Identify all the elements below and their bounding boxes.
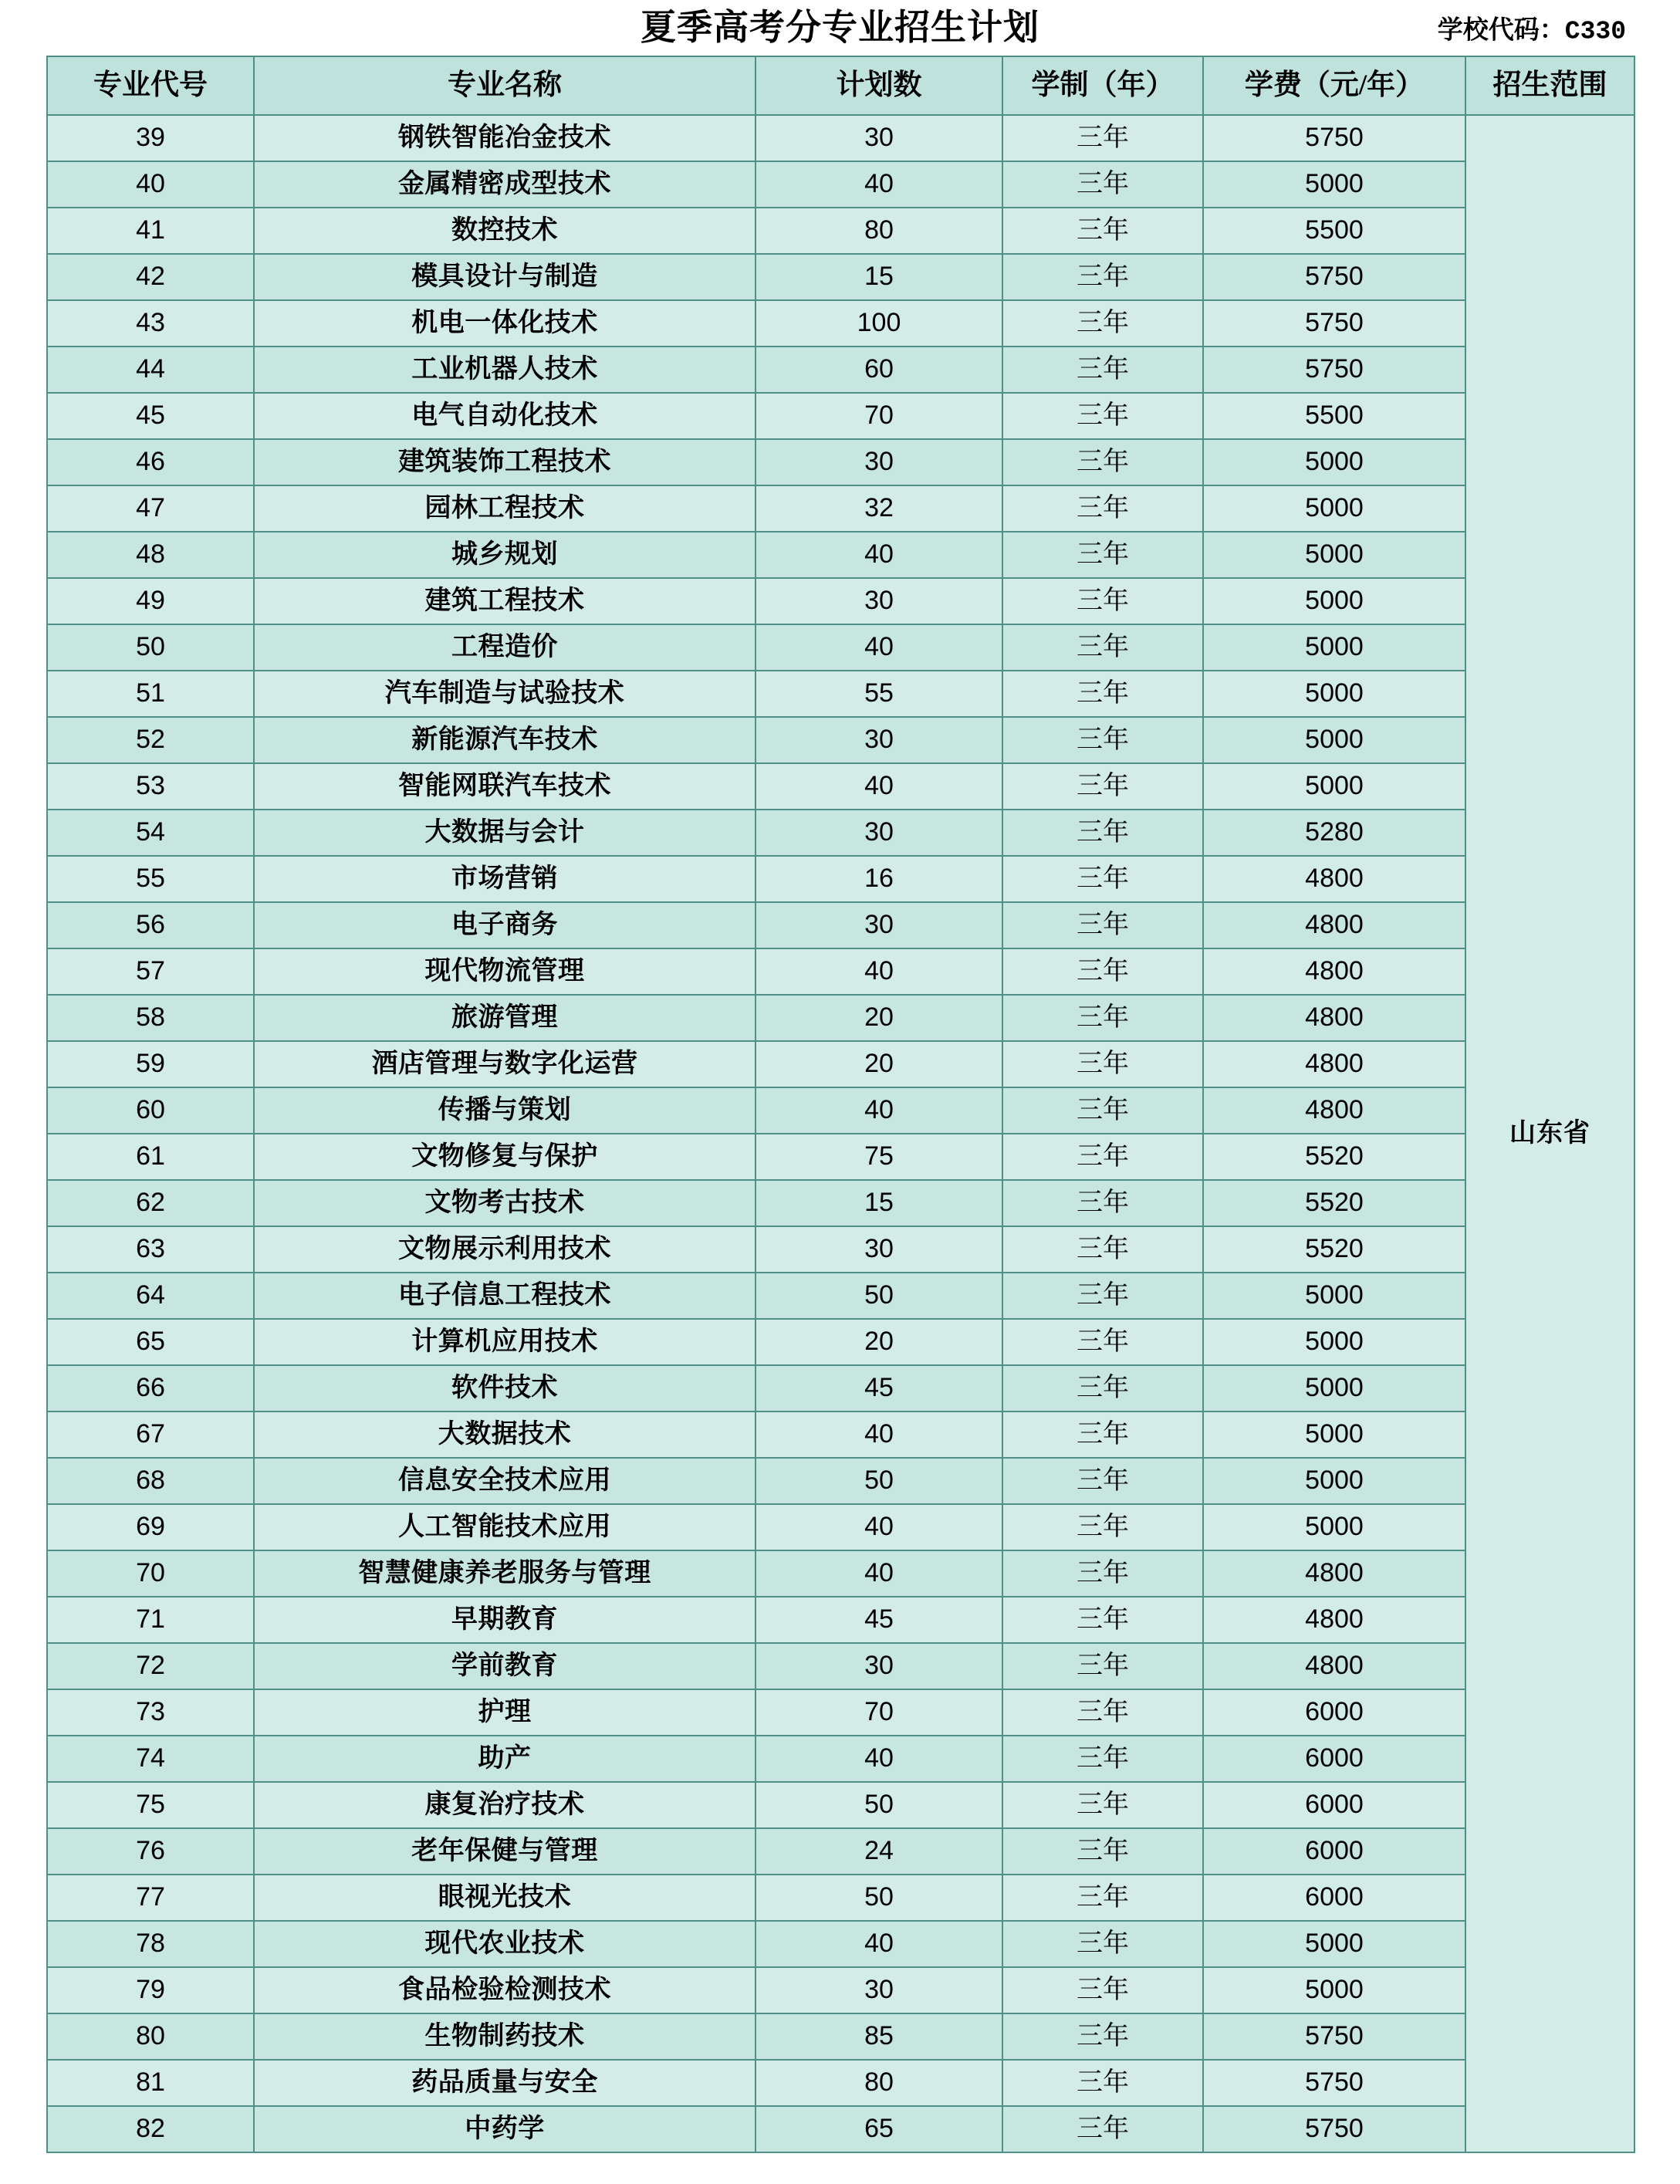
cell-major-name: 康复治疗技术 xyxy=(254,1782,755,1828)
cell-tuition-fee: 5000 xyxy=(1203,1458,1465,1504)
table-row xyxy=(47,810,1634,856)
cell-tuition-fee: 4800 xyxy=(1203,1041,1465,1087)
table-row xyxy=(47,902,1634,948)
cell-study-years: 三年 xyxy=(1002,1365,1203,1411)
cell-tuition-fee: 5500 xyxy=(1203,393,1465,439)
cell-study-years: 三年 xyxy=(1002,2060,1203,2106)
cell-major-name: 工程造价 xyxy=(254,624,755,671)
cell-tuition-fee: 5520 xyxy=(1203,1226,1465,1273)
cell-study-years: 三年 xyxy=(1002,161,1203,208)
cell-major-code: 82 xyxy=(47,2106,254,2152)
cell-major-code: 73 xyxy=(47,1689,254,1736)
cell-plan-count: 15 xyxy=(755,254,1002,300)
table-row xyxy=(47,1041,1634,1087)
cell-major-name: 建筑工程技术 xyxy=(254,578,755,624)
cell-major-code: 65 xyxy=(47,1319,254,1365)
cell-tuition-fee: 6000 xyxy=(1203,1828,1465,1875)
cell-major-name: 大数据与会计 xyxy=(254,810,755,856)
cell-study-years: 三年 xyxy=(1002,1226,1203,1273)
table-row xyxy=(47,115,1634,161)
cell-major-name: 文物考古技术 xyxy=(254,1180,755,1226)
cell-plan-count: 40 xyxy=(755,948,1002,995)
table-header xyxy=(47,56,1634,115)
cell-tuition-fee: 5750 xyxy=(1203,2060,1465,2106)
cell-major-code: 81 xyxy=(47,2060,254,2106)
cell-tuition-fee: 5000 xyxy=(1203,532,1465,578)
table-body xyxy=(47,115,1634,2152)
table-row xyxy=(47,532,1634,578)
cell-major-name: 钢铁智能冶金技术 xyxy=(254,115,755,161)
cell-plan-count: 30 xyxy=(755,578,1002,624)
cell-tuition-fee: 4800 xyxy=(1203,856,1465,902)
cell-plan-count: 40 xyxy=(755,624,1002,671)
cell-plan-count: 40 xyxy=(755,763,1002,810)
cell-study-years: 三年 xyxy=(1002,856,1203,902)
cell-major-code: 63 xyxy=(47,1226,254,1273)
cell-tuition-fee: 6000 xyxy=(1203,1736,1465,1782)
cell-tuition-fee: 4800 xyxy=(1203,1643,1465,1689)
cell-major-name: 计算机应用技术 xyxy=(254,1319,755,1365)
table-row xyxy=(47,1411,1634,1458)
cell-study-years: 三年 xyxy=(1002,948,1203,995)
cell-major-name: 护理 xyxy=(254,1689,755,1736)
cell-major-name: 文物展示利用技术 xyxy=(254,1226,755,1273)
cell-tuition-fee: 5000 xyxy=(1203,1967,1465,2013)
cell-tuition-fee: 5000 xyxy=(1203,717,1465,763)
table-row xyxy=(47,671,1634,717)
cell-study-years: 三年 xyxy=(1002,763,1203,810)
table-row xyxy=(47,254,1634,300)
cell-study-years: 三年 xyxy=(1002,1319,1203,1365)
cell-tuition-fee: 5750 xyxy=(1203,2013,1465,2060)
table-row xyxy=(47,1736,1634,1782)
cell-major-name: 学前教育 xyxy=(254,1643,755,1689)
cell-tuition-fee: 5000 xyxy=(1203,1273,1465,1319)
cell-tuition-fee: 4800 xyxy=(1203,1597,1465,1643)
cell-study-years: 三年 xyxy=(1002,671,1203,717)
cell-plan-count: 100 xyxy=(755,300,1002,347)
column-header-plan: 计划数 xyxy=(755,56,1002,115)
cell-major-name: 金属精密成型技术 xyxy=(254,161,755,208)
table-row xyxy=(47,2106,1634,2152)
cell-tuition-fee: 5750 xyxy=(1203,254,1465,300)
cell-major-code: 74 xyxy=(47,1736,254,1782)
cell-major-code: 42 xyxy=(47,254,254,300)
cell-major-code: 40 xyxy=(47,161,254,208)
cell-major-name: 汽车制造与试验技术 xyxy=(254,671,755,717)
cell-plan-count: 45 xyxy=(755,1597,1002,1643)
column-header-code: 专业代号 xyxy=(47,56,254,115)
table-row xyxy=(47,1226,1634,1273)
cell-major-name: 药品质量与安全 xyxy=(254,2060,755,2106)
table-row xyxy=(47,717,1634,763)
cell-plan-count: 80 xyxy=(755,208,1002,254)
cell-major-code: 41 xyxy=(47,208,254,254)
cell-admission-region: 山东省 xyxy=(1465,115,1634,2152)
cell-study-years: 三年 xyxy=(1002,1087,1203,1134)
table-row xyxy=(47,1689,1634,1736)
table-row xyxy=(47,2013,1634,2060)
cell-study-years: 三年 xyxy=(1002,115,1203,161)
cell-major-name: 现代农业技术 xyxy=(254,1921,755,1967)
cell-plan-count: 32 xyxy=(755,485,1002,532)
table-row xyxy=(47,763,1634,810)
cell-major-code: 52 xyxy=(47,717,254,763)
cell-tuition-fee: 5500 xyxy=(1203,208,1465,254)
school-code-value: C330 xyxy=(1564,17,1626,46)
table-row xyxy=(47,439,1634,485)
column-header-fee: 学费（元/年） xyxy=(1203,56,1465,115)
cell-tuition-fee: 4800 xyxy=(1203,902,1465,948)
cell-major-code: 48 xyxy=(47,532,254,578)
table-row xyxy=(47,1365,1634,1411)
table-row xyxy=(47,1875,1634,1921)
cell-major-name: 建筑装饰工程技术 xyxy=(254,439,755,485)
cell-plan-count: 40 xyxy=(755,1411,1002,1458)
cell-major-name: 智能网联汽车技术 xyxy=(254,763,755,810)
cell-study-years: 三年 xyxy=(1002,1504,1203,1550)
table-row xyxy=(47,1504,1634,1550)
cell-tuition-fee: 5000 xyxy=(1203,1504,1465,1550)
cell-major-name: 电子信息工程技术 xyxy=(254,1273,755,1319)
cell-study-years: 三年 xyxy=(1002,393,1203,439)
cell-major-name: 老年保健与管理 xyxy=(254,1828,755,1875)
cell-tuition-fee: 5000 xyxy=(1203,671,1465,717)
table-row xyxy=(47,2060,1634,2106)
cell-plan-count: 20 xyxy=(755,995,1002,1041)
cell-study-years: 三年 xyxy=(1002,995,1203,1041)
cell-tuition-fee: 5000 xyxy=(1203,1411,1465,1458)
cell-major-name: 大数据技术 xyxy=(254,1411,755,1458)
cell-study-years: 三年 xyxy=(1002,2013,1203,2060)
cell-tuition-fee: 4800 xyxy=(1203,948,1465,995)
cell-major-code: 71 xyxy=(47,1597,254,1643)
cell-tuition-fee: 5520 xyxy=(1203,1180,1465,1226)
cell-study-years: 三年 xyxy=(1002,485,1203,532)
table-row xyxy=(47,300,1634,347)
table-row xyxy=(47,1597,1634,1643)
cell-major-name: 助产 xyxy=(254,1736,755,1782)
cell-major-code: 61 xyxy=(47,1134,254,1180)
cell-study-years: 三年 xyxy=(1002,532,1203,578)
cell-major-name: 城乡规划 xyxy=(254,532,755,578)
cell-plan-count: 30 xyxy=(755,1967,1002,2013)
cell-plan-count: 30 xyxy=(755,810,1002,856)
cell-tuition-fee: 5000 xyxy=(1203,624,1465,671)
cell-plan-count: 16 xyxy=(755,856,1002,902)
table-row xyxy=(47,1643,1634,1689)
cell-plan-count: 40 xyxy=(755,1087,1002,1134)
cell-tuition-fee: 5520 xyxy=(1203,1134,1465,1180)
cell-major-name: 市场营销 xyxy=(254,856,755,902)
cell-plan-count: 80 xyxy=(755,2060,1002,2106)
cell-study-years: 三年 xyxy=(1002,439,1203,485)
cell-major-name: 数控技术 xyxy=(254,208,755,254)
cell-tuition-fee: 5280 xyxy=(1203,810,1465,856)
table-row xyxy=(47,995,1634,1041)
cell-plan-count: 20 xyxy=(755,1319,1002,1365)
cell-major-name: 人工智能技术应用 xyxy=(254,1504,755,1550)
cell-major-name: 电子商务 xyxy=(254,902,755,948)
cell-tuition-fee: 5000 xyxy=(1203,763,1465,810)
table-header-row xyxy=(47,56,1634,115)
cell-plan-count: 65 xyxy=(755,2106,1002,2152)
cell-major-name: 旅游管理 xyxy=(254,995,755,1041)
column-header-years: 学制（年） xyxy=(1002,56,1203,115)
table-row xyxy=(47,208,1634,254)
cell-study-years: 三年 xyxy=(1002,347,1203,393)
cell-plan-count: 30 xyxy=(755,1643,1002,1689)
cell-study-years: 三年 xyxy=(1002,1736,1203,1782)
cell-major-name: 酒店管理与数字化运营 xyxy=(254,1041,755,1087)
cell-major-code: 56 xyxy=(47,902,254,948)
cell-study-years: 三年 xyxy=(1002,1411,1203,1458)
cell-plan-count: 30 xyxy=(755,902,1002,948)
cell-major-code: 49 xyxy=(47,578,254,624)
cell-plan-count: 40 xyxy=(755,1504,1002,1550)
cell-study-years: 三年 xyxy=(1002,2106,1203,2152)
cell-tuition-fee: 5750 xyxy=(1203,300,1465,347)
table-row xyxy=(47,1782,1634,1828)
cell-major-name: 生物制药技术 xyxy=(254,2013,755,2060)
cell-major-name: 智慧健康养老服务与管理 xyxy=(254,1550,755,1597)
cell-study-years: 三年 xyxy=(1002,902,1203,948)
table-row xyxy=(47,1273,1634,1319)
cell-major-code: 77 xyxy=(47,1875,254,1921)
cell-study-years: 三年 xyxy=(1002,1041,1203,1087)
cell-major-code: 58 xyxy=(47,995,254,1041)
cell-tuition-fee: 4800 xyxy=(1203,1550,1465,1597)
cell-major-code: 69 xyxy=(47,1504,254,1550)
cell-tuition-fee: 5000 xyxy=(1203,1921,1465,1967)
cell-plan-count: 30 xyxy=(755,439,1002,485)
cell-major-name: 电气自动化技术 xyxy=(254,393,755,439)
cell-study-years: 三年 xyxy=(1002,1643,1203,1689)
cell-major-code: 55 xyxy=(47,856,254,902)
cell-major-name: 传播与策划 xyxy=(254,1087,755,1134)
cell-major-code: 75 xyxy=(47,1782,254,1828)
cell-study-years: 三年 xyxy=(1002,1875,1203,1921)
cell-study-years: 三年 xyxy=(1002,1134,1203,1180)
table-row xyxy=(47,347,1634,393)
cell-plan-count: 40 xyxy=(755,1921,1002,1967)
school-code xyxy=(1438,10,1626,46)
table-row xyxy=(47,578,1634,624)
admission-plan-table xyxy=(46,56,1635,2153)
cell-study-years: 三年 xyxy=(1002,1689,1203,1736)
cell-major-name: 模具设计与制造 xyxy=(254,254,755,300)
cell-tuition-fee: 5750 xyxy=(1203,347,1465,393)
cell-major-code: 57 xyxy=(47,948,254,995)
cell-major-code: 45 xyxy=(47,393,254,439)
cell-major-name: 软件技术 xyxy=(254,1365,755,1411)
cell-plan-count: 30 xyxy=(755,717,1002,763)
cell-plan-count: 40 xyxy=(755,1736,1002,1782)
cell-tuition-fee: 5000 xyxy=(1203,161,1465,208)
cell-plan-count: 85 xyxy=(755,2013,1002,2060)
cell-tuition-fee: 6000 xyxy=(1203,1782,1465,1828)
table-row xyxy=(47,161,1634,208)
cell-major-name: 园林工程技术 xyxy=(254,485,755,532)
cell-tuition-fee: 5000 xyxy=(1203,439,1465,485)
cell-major-code: 59 xyxy=(47,1041,254,1087)
cell-plan-count: 45 xyxy=(755,1365,1002,1411)
cell-plan-count: 20 xyxy=(755,1041,1002,1087)
cell-plan-count: 15 xyxy=(755,1180,1002,1226)
cell-study-years: 三年 xyxy=(1002,1458,1203,1504)
table-row xyxy=(47,1180,1634,1226)
cell-tuition-fee: 5750 xyxy=(1203,2106,1465,2152)
cell-major-code: 53 xyxy=(47,763,254,810)
table-row xyxy=(47,1134,1634,1180)
cell-major-code: 62 xyxy=(47,1180,254,1226)
cell-major-code: 80 xyxy=(47,2013,254,2060)
cell-plan-count: 50 xyxy=(755,1875,1002,1921)
cell-study-years: 三年 xyxy=(1002,1180,1203,1226)
cell-plan-count: 60 xyxy=(755,347,1002,393)
cell-major-code: 60 xyxy=(47,1087,254,1134)
cell-tuition-fee: 6000 xyxy=(1203,1875,1465,1921)
table-row xyxy=(47,1967,1634,2013)
cell-plan-count: 30 xyxy=(755,115,1002,161)
table-row xyxy=(47,624,1634,671)
cell-plan-count: 50 xyxy=(755,1458,1002,1504)
cell-major-code: 70 xyxy=(47,1550,254,1597)
table-row xyxy=(47,1828,1634,1875)
cell-study-years: 三年 xyxy=(1002,1273,1203,1319)
column-header-name: 专业名称 xyxy=(254,56,755,115)
cell-plan-count: 24 xyxy=(755,1828,1002,1875)
cell-plan-count: 55 xyxy=(755,671,1002,717)
cell-major-name: 眼视光技术 xyxy=(254,1875,755,1921)
cell-major-code: 47 xyxy=(47,485,254,532)
page-title: 夏季高考分专业招生计划 xyxy=(641,8,1039,47)
cell-tuition-fee: 5000 xyxy=(1203,1319,1465,1365)
table-row xyxy=(47,393,1634,439)
cell-major-name: 食品检验检测技术 xyxy=(254,1967,755,2013)
cell-major-code: 46 xyxy=(47,439,254,485)
cell-study-years: 三年 xyxy=(1002,1597,1203,1643)
cell-study-years: 三年 xyxy=(1002,624,1203,671)
cell-major-name: 早期教育 xyxy=(254,1597,755,1643)
cell-study-years: 三年 xyxy=(1002,1828,1203,1875)
cell-tuition-fee: 5000 xyxy=(1203,1365,1465,1411)
table-row xyxy=(47,1458,1634,1504)
cell-plan-count: 40 xyxy=(755,161,1002,208)
cell-study-years: 三年 xyxy=(1002,717,1203,763)
cell-major-name: 机电一体化技术 xyxy=(254,300,755,347)
cell-plan-count: 70 xyxy=(755,393,1002,439)
cell-major-code: 39 xyxy=(47,115,254,161)
cell-study-years: 三年 xyxy=(1002,208,1203,254)
cell-tuition-fee: 5000 xyxy=(1203,485,1465,532)
school-code-label: 学校代码： xyxy=(1437,16,1565,45)
cell-major-code: 54 xyxy=(47,810,254,856)
cell-major-code: 66 xyxy=(47,1365,254,1411)
cell-major-code: 51 xyxy=(47,671,254,717)
cell-tuition-fee: 5750 xyxy=(1203,115,1465,161)
cell-plan-count: 40 xyxy=(755,532,1002,578)
cell-major-code: 78 xyxy=(47,1921,254,1967)
cell-study-years: 三年 xyxy=(1002,1782,1203,1828)
table-row xyxy=(47,1921,1634,1967)
cell-tuition-fee: 4800 xyxy=(1203,995,1465,1041)
cell-major-code: 68 xyxy=(47,1458,254,1504)
cell-plan-count: 75 xyxy=(755,1134,1002,1180)
cell-study-years: 三年 xyxy=(1002,300,1203,347)
cell-major-name: 工业机器人技术 xyxy=(254,347,755,393)
cell-major-code: 79 xyxy=(47,1967,254,2013)
cell-plan-count: 50 xyxy=(755,1273,1002,1319)
cell-tuition-fee: 5000 xyxy=(1203,578,1465,624)
cell-plan-count: 30 xyxy=(755,1226,1002,1273)
table-row xyxy=(47,856,1634,902)
cell-study-years: 三年 xyxy=(1002,1967,1203,2013)
cell-major-name: 现代物流管理 xyxy=(254,948,755,995)
cell-major-code: 76 xyxy=(47,1828,254,1875)
table-row xyxy=(47,1319,1634,1365)
table-row xyxy=(47,948,1634,995)
table-row xyxy=(47,485,1634,532)
cell-tuition-fee: 4800 xyxy=(1203,1087,1465,1134)
column-header-region: 招生范围 xyxy=(1465,56,1634,115)
cell-study-years: 三年 xyxy=(1002,1550,1203,1597)
table-row xyxy=(47,1087,1634,1134)
cell-study-years: 三年 xyxy=(1002,1921,1203,1967)
cell-study-years: 三年 xyxy=(1002,254,1203,300)
table-row xyxy=(47,1550,1634,1597)
cell-major-code: 64 xyxy=(47,1273,254,1319)
cell-major-code: 67 xyxy=(47,1411,254,1458)
cell-major-code: 50 xyxy=(47,624,254,671)
cell-plan-count: 50 xyxy=(755,1782,1002,1828)
cell-tuition-fee: 6000 xyxy=(1203,1689,1465,1736)
cell-study-years: 三年 xyxy=(1002,578,1203,624)
cell-plan-count: 70 xyxy=(755,1689,1002,1736)
document-header xyxy=(46,0,1634,56)
cell-plan-count: 40 xyxy=(755,1550,1002,1597)
cell-major-name: 新能源汽车技术 xyxy=(254,717,755,763)
cell-major-code: 72 xyxy=(47,1643,254,1689)
cell-major-name: 信息安全技术应用 xyxy=(254,1458,755,1504)
cell-major-name: 文物修复与保护 xyxy=(254,1134,755,1180)
cell-study-years: 三年 xyxy=(1002,810,1203,856)
cell-major-code: 44 xyxy=(47,347,254,393)
cell-major-code: 43 xyxy=(47,300,254,347)
cell-major-name: 中药学 xyxy=(254,2106,755,2152)
